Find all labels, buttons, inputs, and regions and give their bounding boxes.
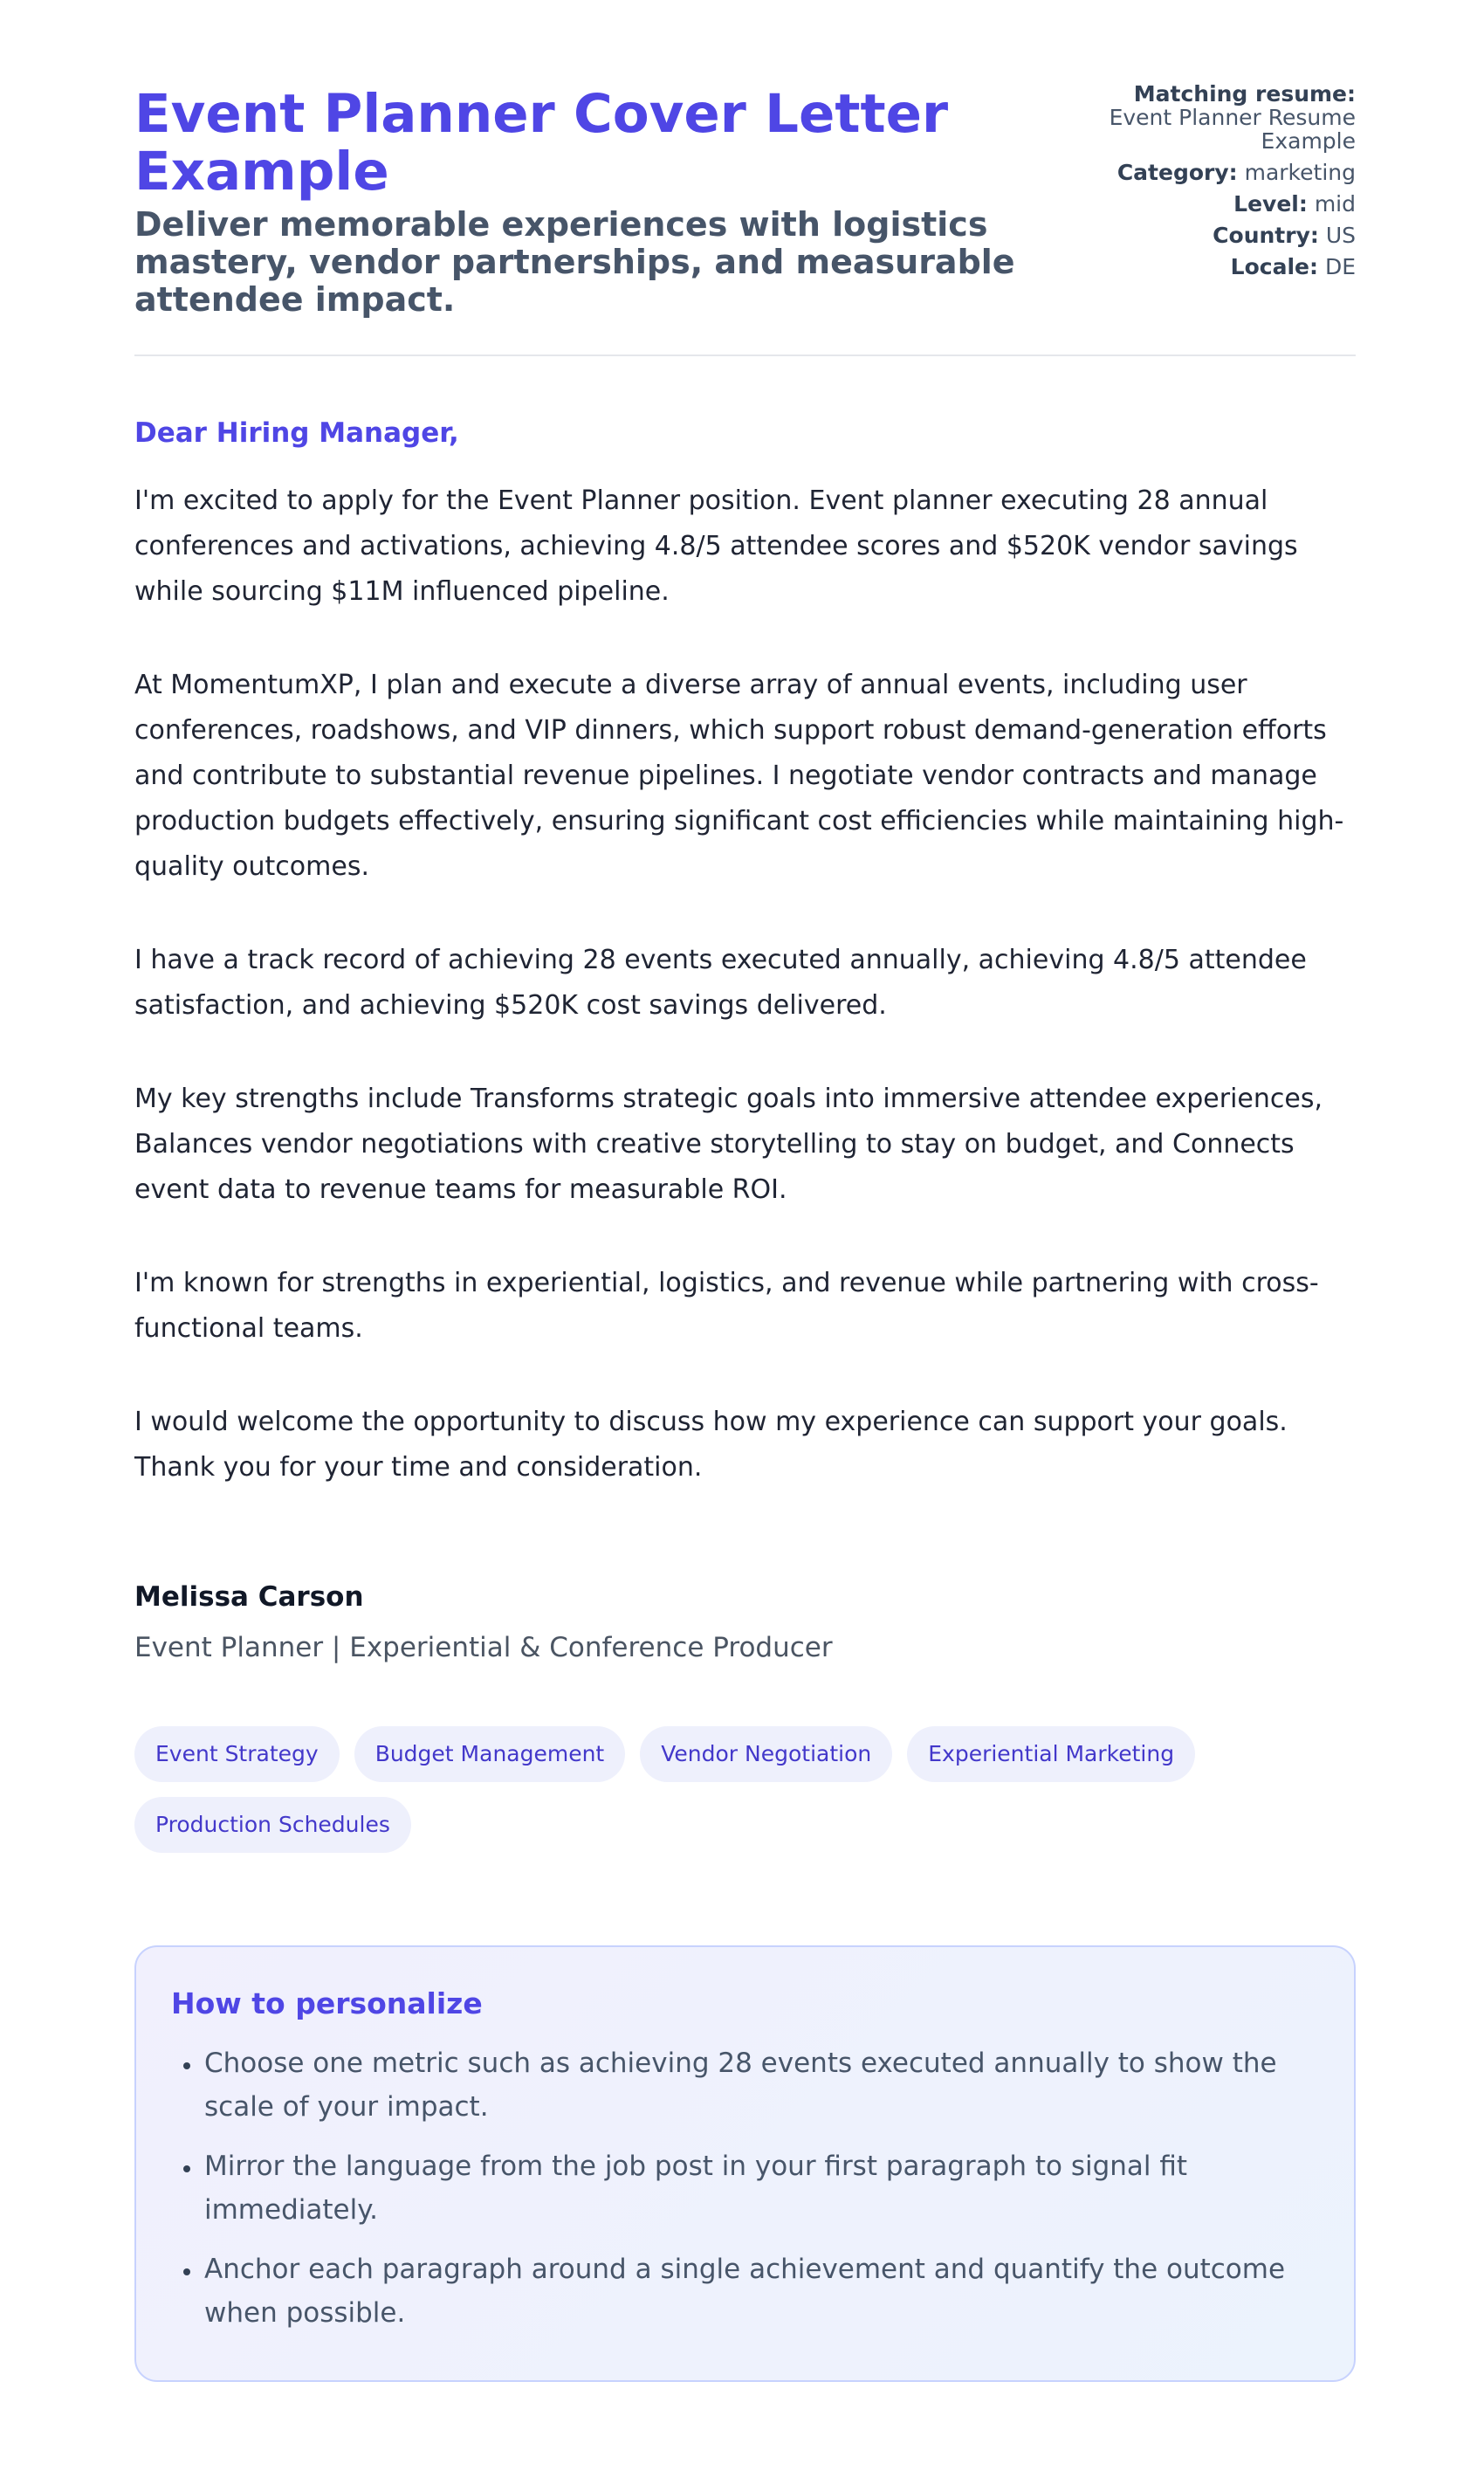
meta-matching-resume-link[interactable]: Event Planner Resume Example — [1109, 105, 1356, 154]
header-divider — [134, 354, 1356, 356]
meta-country-label: Country: — [1213, 223, 1319, 248]
meta-panel — [1094, 82, 1356, 286]
tip-item: • Mirror the language from the job post in your first paragraph to signal fit immediately. — [203, 2144, 1319, 2232]
meta-category-label: Category: — [1116, 160, 1238, 185]
meta-locale — [1094, 255, 1356, 279]
tip-item: • Anchor each paragraph around a single achievement and quantify the outcome when possible. — [203, 2247, 1319, 2335]
letter-body — [134, 417, 1356, 1663]
skill-tag: Production Schedules — [134, 1797, 411, 1853]
meta-matching-resume-label: Matching resume: — [1133, 81, 1356, 107]
letter-paragraph: I'm excited to apply for the Event Planner position. Event planner executing 28 annual conferences and activations, achieving 4.8/5 attendee scores and $520K vendor savings while sourcing $11M influenced pipeline. — [134, 485, 1298, 607]
meta-locale-label: Locale: — [1230, 254, 1318, 279]
meta-country — [1094, 224, 1356, 247]
meta-country-value: US — [1325, 223, 1356, 248]
tip-item: • Choose one metric such as achieving 28 events executed annually to show the scale of your impact. — [203, 2041, 1319, 2129]
personalize-tips-box — [134, 1945, 1356, 2382]
skill-tag: Experiential Marketing — [907, 1726, 1195, 1782]
letter-paragraph: I'm known for strengths in experiential, logistics, and revenue while partnering with cross-functional teams. — [134, 1268, 1319, 1344]
letter-paragraph: At MomentumXP, I plan and execute a diverse array of annual events, including user conferences, roadshows, and VIP dinners, which support robust demand-generation efforts and contribute to substantial revenue pipelines. I negotiate vendor contracts and manage production budgets effectively, ensuring significant cost efficiencies while maintaining high-quality outcomes. — [134, 670, 1344, 882]
tips-title: How to personalize — [171, 1986, 483, 2020]
letter-paragraph: I have a track record of achieving 28 events executed annually, achieving 4.8/5 attendee satisfaction, and achieving $520K cost savings delivered. — [134, 945, 1307, 1021]
page-header — [134, 81, 1356, 354]
page-title: Event Planner Cover Letter Example — [134, 83, 949, 203]
meta-matching-resume — [1094, 82, 1356, 153]
skill-tag: Budget Management — [354, 1726, 626, 1782]
skill-tags — [134, 1726, 1374, 1853]
letter-paragraph: My key strengths include Transforms strategic goals into immersive attendee experiences, Balances vendor negotiations with creative storytelling to stay on budget, and Connects event data to revenue teams for measurable ROI. — [134, 1084, 1323, 1205]
meta-category — [1094, 161, 1356, 184]
letter-paragraph: I would welcome the opportunity to discuss how my experience can support your goals. Thank you for your time and consideration. — [134, 1407, 1288, 1483]
meta-level-label: Level: — [1233, 191, 1308, 217]
tips-list — [171, 2041, 1319, 2335]
meta-locale-value: DE — [1324, 254, 1356, 279]
meta-level — [1094, 192, 1356, 216]
salutation: Dear Hiring Manager, — [134, 417, 459, 449]
meta-level-value: mid — [1314, 191, 1356, 217]
meta-category-value: marketing — [1244, 160, 1356, 185]
signature-title: Event Planner | Experiential & Conference Producer — [134, 1632, 833, 1663]
page-subtitle: Deliver memorable experiences with logistics mastery, vendor partnerships, and measurable attendee impact. — [134, 205, 1015, 319]
skill-tag: Vendor Negotiation — [640, 1726, 892, 1782]
letter-paragraphs — [134, 478, 1356, 1490]
signature-name: Melissa Carson — [134, 1581, 364, 1613]
skill-tag: Event Strategy — [134, 1726, 340, 1782]
